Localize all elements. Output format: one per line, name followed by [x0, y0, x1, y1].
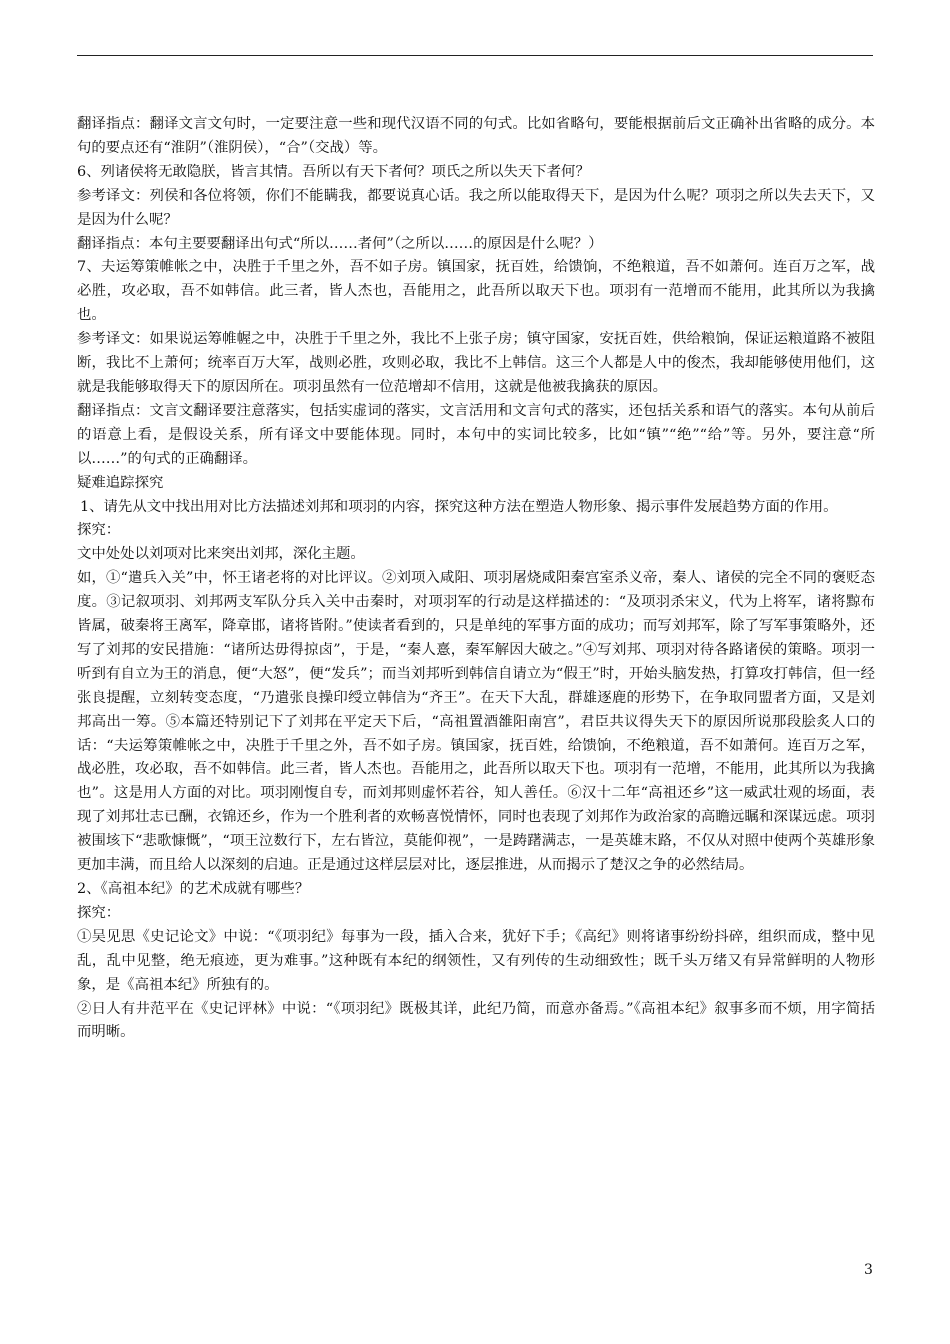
paragraph-item-7: 7、夫运筹策帷帐之中，决胜于千里之外，吾不如子房。镇国家，抚百姓，给馈饷，不绝粮道，吾不如萧何。连百万之军，战必胜，攻必取，吾不如韩信。此三者，皆人杰也，吾能用之，此吾所以取天下也。项羽有一范增而不能用，此其所以为我擒也。	[77, 259, 875, 324]
paragraph-reference-translation-6: 参考译文：列侯和各位将领，你们不能瞒我，都要说真心话。我之所以能取得天下，是因为什么呢？项羽之所以失去天下，又是因为什么呢？	[77, 187, 875, 228]
document-body	[77, 113, 875, 1045]
paragraph-explore-label-1: 探究：	[77, 522, 121, 539]
page-number: 3	[864, 1262, 873, 1278]
paragraph-reference-translation-7: 参考译文：如果说运筹帷幄之中，决胜于千里之外，我比不上张子房；镇守国家，安抚百姓，供给粮饷，保证运粮道路不被阻断，我比不上萧何；统率百万大军，战则必胜，攻则必取，我比不上韩信。这三个人都是人中的俊杰，我却能够使用他们，这就是我能够取得天下的原因所在。项羽虽然有一位范增却不信用，这就是他被我擒获的原因。	[77, 331, 875, 395]
section-heading: 疑难追踪探究	[77, 474, 164, 491]
paragraph-explore-point-2: ②日人有井范平在《史记评林》中说：“《项羽纪》既极其详，此纪乃简，而意亦备焉。”《高祖本纪》叙事多而不烦，用字简括而明晰。	[77, 1000, 875, 1041]
paragraph-explore-point-1: ①吴见思《史记论文》中说：“《项羽纪》每事为一段，插入合来，犹好下手；《高纪》则将诸事纷纷抖碎，组织而成，整中见乱，乱中见整，绝无痕迹，更为难事。”这种既有本纪的纲领性，又有列传的生动细致性；既千头万绪又有异常鲜明的人物形象，是《高祖本纪》所独有的。	[77, 928, 875, 993]
paragraph-translation-tip-6: 翻译指点：本句主要要翻译出句式“所以……者何”（之所以……的原因是什么呢？）	[77, 235, 603, 252]
paragraph-question-2: 2、《高祖本纪》的艺术成就有哪些？	[77, 881, 310, 897]
paragraph-explore-label-2: 探究：	[77, 904, 121, 921]
paragraph-question-1: 1、请先从文中找出用对比方法描述刘邦和项羽的内容，探究这种方法在塑造人物形象、揭示事件发展趋势方面的作用。	[80, 498, 838, 515]
paragraph-explore-detail: 如，①“遣兵入关”中，怀王诸老将的对比评议。②刘项入咸阳、项羽屠烧咸阳秦宫室杀义帝，秦人、诸侯的完全不同的褒贬态度。③记叙项羽、刘邦两支军队分兵入关中击秦时，对项羽军的行动是这样描述的：“及项羽杀宋义，代为上将军，诸将黥布皆属，破秦将王离军，降章邯，诸将皆附。”使读者看到的，只是单纯的军事方面的成功；而写刘邦军，除了写军事策略外，还写了刘邦的安民措施：“诸所达毋得掠卤”，于是，“秦人憙，秦军解因大破之。”④写刘邦、项羽对待各路诸侯的策略。项羽一听到有自立为王的消息，便“大怒”，便“发兵”；而当刘邦听到韩信自请立为“假王”时，开始头脑发热，打算攻打韩信，但一经张良提醒，立刻转变态度，“乃遣张良操印绶立韩信为“齐王”。在天下大乱，群雄逐鹿的形势下，在争取同盟者方面，又是刘邦高出一筹。⑤本篇还特别记下了刘邦在平定天下后，“高祖置酒雒阳南宫”，君臣共议得失天下的原因所说那段脍炙人口的话：“夫运筹策帷帐之中，决胜于千里之外，吾不如子房。镇国家，抚百姓，给馈饷，不绝粮道，吾不如萧何。连百万之军，战必胜，攻必取，吾不如韩信。此三者，皆人杰也。吾能用之，此吾所以取天下也。项羽有一范增，不能用，此其所以为我擒也”。这是用人方面的对比。项羽刚愎自专，而刘邦则虚怀若谷，知人善任。⑥汉十二年“高祖还乡”这一威武壮观的场面，表现了刘邦壮志已酬，衣锦还乡，作为一个胜利者的欢畅喜悦情怀，同时也表现了刘邦作为政治家的高瞻远瞩和深谋远虑。项羽被围垓下“悲歌慷慨”，“项王泣数行下，左右皆泣，莫能仰视”，一是踌躇满志，一是英雄末路，不仅从对照中使两个英雄形象更加丰满，而且给人以深刻的启迪。正是通过这样层层对比，逐层推进，从而揭示了楚汉之争的必然结局。	[77, 570, 875, 874]
paragraph-explore-summary: 文中处处以刘项对比来突出刘邦，深化主题。	[77, 546, 365, 563]
header-rule	[77, 55, 873, 56]
paragraph-item-6: 6、列诸侯将无敢隐朕，皆言其情。吾所以有天下者何？项氏之所以失天下者何？	[77, 163, 590, 180]
paragraph-translation-tip-7: 翻译指点：文言文翻译要注意落实，包括实虚词的落实，文言活用和文言句式的落实，还包括关系和语气的落实。本句从前后的语意上看，是假设关系，所有译文中要能体现。同时，本句中的实词比较多，比如“镇”“绝”“给”等。另外，要注意“所以……”的句式的正确翻译。	[77, 402, 875, 467]
paragraph-translation-tip-1: 翻译指点：翻译文言文句时，一定要注意一些和现代汉语不同的句式。比如省略句，要能根据前后文正确补出省略的成分。本句的要点还有“淮阴”（淮阴侯），“合”（交战）等。	[77, 116, 875, 156]
